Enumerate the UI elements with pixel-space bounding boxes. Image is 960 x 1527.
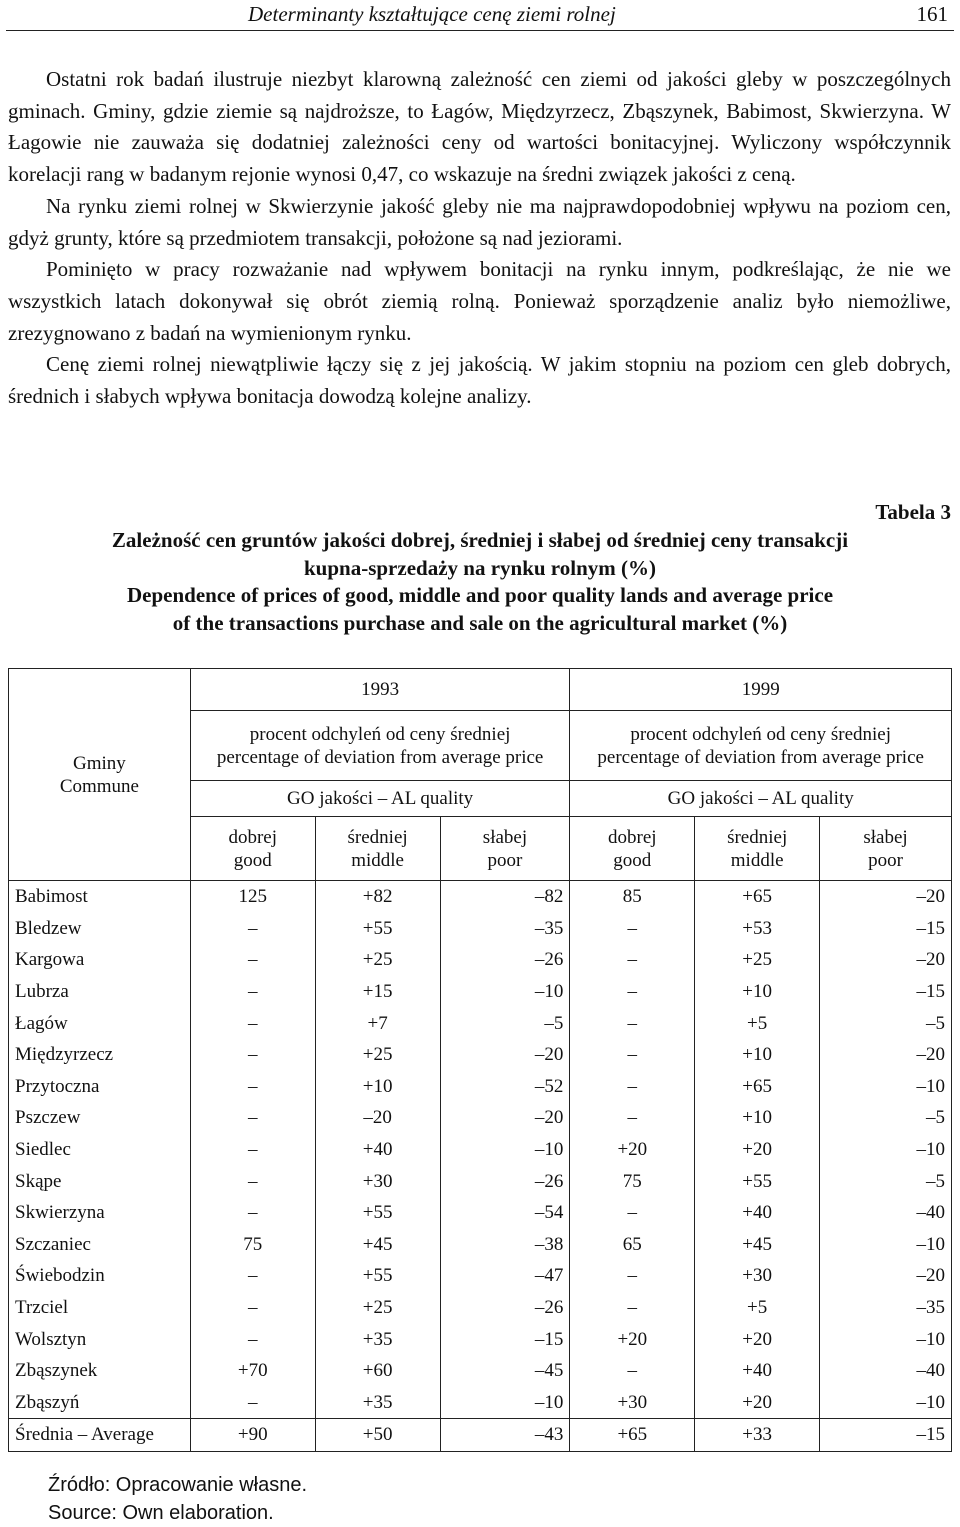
value-cell: +30 <box>315 1165 440 1197</box>
source-line-pl: Źródło: Opracowanie własne. <box>48 1474 308 1496</box>
value-cell: – <box>570 976 695 1008</box>
value-cell: +25 <box>695 944 820 976</box>
quality-header-1993: GO jakości – AL quality <box>190 781 570 817</box>
value-cell: +45 <box>695 1229 820 1261</box>
value-cell: 65 <box>570 1229 695 1261</box>
value-cell: –5 <box>820 1102 952 1134</box>
value-cell: – <box>570 1102 695 1134</box>
commune-cell: Kargowa <box>9 944 191 976</box>
source-line-en: Source: Own elaboration. <box>48 1502 274 1524</box>
value-cell: –47 <box>440 1260 570 1292</box>
value-cell: –35 <box>820 1292 952 1324</box>
caption-line: of the transactions purchase and sale on the agricultural market (%) <box>172 610 788 635</box>
value-cell: –10 <box>820 1229 952 1261</box>
value-cell: – <box>570 944 695 976</box>
paragraph: Cenę ziemi rolnej niewątpliwie łączy się z jej jakością. W jakim stopniu na poziom cen gleb dobrych, średnich i słabych wpływa bonitacja dowodzą kolejne analizy. <box>8 352 951 409</box>
commune-cell: Szczaniec <box>9 1229 191 1261</box>
source-note <box>48 1471 307 1527</box>
value-cell: +82 <box>315 881 440 913</box>
value-cell: +70 <box>190 1355 315 1387</box>
value-cell: +33 <box>695 1419 820 1452</box>
commune-header: Gminy Commune <box>9 669 191 881</box>
value-cell: +30 <box>695 1260 820 1292</box>
paragraph: Na rynku ziemi rolnej w Skwierzynie jakość gleby nie ma najprawdopodobniej wpływu na poziom cen, gdyż grunty, które są przedmiotem transakcji, położone są nad jeziorami. <box>8 193 951 250</box>
value-cell: +10 <box>695 1102 820 1134</box>
commune-cell: Zbąszyń <box>9 1387 191 1419</box>
value-cell: – <box>190 1134 315 1166</box>
value-cell: – <box>190 1007 315 1039</box>
table-label: Tabela 3 <box>875 500 951 524</box>
value-cell: – <box>190 1387 315 1419</box>
value-cell: +10 <box>315 1071 440 1103</box>
value-cell: –35 <box>440 913 570 945</box>
value-cell: –20 <box>820 944 952 976</box>
value-cell: +20 <box>570 1134 695 1166</box>
value-cell: – <box>570 1039 695 1071</box>
table-row <box>9 1165 952 1197</box>
caption-line: kupna-sprzedaży na rynku rolnym (%) <box>304 555 656 580</box>
value-cell: –10 <box>440 1387 570 1419</box>
value-cell: –20 <box>820 1260 952 1292</box>
value-cell: – <box>190 1260 315 1292</box>
value-cell: +30 <box>570 1387 695 1419</box>
value-cell: –40 <box>820 1355 952 1387</box>
value-cell: –38 <box>440 1229 570 1261</box>
value-cell: +65 <box>570 1419 695 1452</box>
value-cell: –20 <box>820 1039 952 1071</box>
value-cell: +25 <box>315 1039 440 1071</box>
col-good-1999: dobrej good <box>570 817 695 881</box>
table-body <box>9 881 952 1452</box>
col-poor-1999: słabej poor <box>820 817 952 881</box>
value-cell: – <box>190 1323 315 1355</box>
value-cell: –26 <box>440 1292 570 1324</box>
value-cell: – <box>570 1007 695 1039</box>
value-cell: +50 <box>315 1419 440 1452</box>
commune-cell: Przytoczna <box>9 1071 191 1103</box>
value-cell: +5 <box>695 1292 820 1324</box>
table-row <box>9 1102 952 1134</box>
value-cell: +15 <box>315 976 440 1008</box>
paragraph: Ostatni rok badań ilustruje niezbyt klarowną zależność cen ziemi od jakości gleby w poszczególnych gminach. Gminy, gdzie ziemie są najdroższe, to Łagów, Międzyrzecz, Zbąszynek, Babimost, Skwierzyna. W Łagowie nie zauważa się dodatniej zależności ceny od wartości bonitacyjnej. Wyliczony współczynnik korelacji rang w badanym rejonie wynosi 0,47, co wskazuje na średni związek jakości z ceną. <box>8 67 951 187</box>
running-title: Determinanty kształtujące cenę ziemi rolnej <box>248 2 616 26</box>
value-cell: +5 <box>695 1007 820 1039</box>
value-cell: +7 <box>315 1007 440 1039</box>
col-good-1993: dobrej good <box>190 817 315 881</box>
commune-cell: Lubrza <box>9 976 191 1008</box>
commune-cell: Skąpe <box>9 1165 191 1197</box>
value-cell: – <box>190 944 315 976</box>
commune-cell: Międzyrzecz <box>9 1039 191 1071</box>
value-cell: –40 <box>820 1197 952 1229</box>
value-cell: –10 <box>820 1134 952 1166</box>
value-cell: +40 <box>695 1197 820 1229</box>
body-text <box>8 64 951 413</box>
value-cell: –15 <box>440 1323 570 1355</box>
value-cell: +55 <box>315 1260 440 1292</box>
table-row <box>9 976 952 1008</box>
caption-line: Zależność cen gruntów jakości dobrej, średniej i słabej od średniej ceny transakcji <box>111 528 849 552</box>
value-cell: +20 <box>695 1323 820 1355</box>
value-cell: –43 <box>440 1419 570 1452</box>
value-cell: – <box>570 1071 695 1103</box>
data-table <box>8 668 952 1452</box>
commune-cell: Trzciel <box>9 1292 191 1324</box>
value-cell: –5 <box>440 1007 570 1039</box>
value-cell: – <box>570 1355 695 1387</box>
value-cell: +55 <box>695 1165 820 1197</box>
year-1993-header: 1993 <box>190 669 570 711</box>
table-row <box>9 1229 952 1261</box>
value-cell: +65 <box>695 881 820 913</box>
value-cell: – <box>190 1039 315 1071</box>
deviation-header-1999: procent odchyleń od ceny średniej percentage of deviation from average price <box>570 711 952 781</box>
value-cell: –20 <box>820 881 952 913</box>
value-cell: –15 <box>820 913 952 945</box>
col-middle-1993: średniej middle <box>315 817 440 881</box>
commune-cell: Średnia – Average <box>9 1419 191 1452</box>
value-cell: +40 <box>695 1355 820 1387</box>
caption-line: Dependence of prices of good, middle and poor quality lands and average price <box>126 583 834 607</box>
value-cell: –10 <box>440 1134 570 1166</box>
value-cell: – <box>570 1197 695 1229</box>
average-row <box>9 1419 952 1452</box>
value-cell: –54 <box>440 1197 570 1229</box>
table-row <box>9 1007 952 1039</box>
table-row <box>9 1039 952 1071</box>
value-cell: 75 <box>570 1165 695 1197</box>
table-row <box>9 913 952 945</box>
value-cell: –15 <box>820 1419 952 1452</box>
value-cell: –10 <box>440 976 570 1008</box>
value-cell: –20 <box>315 1102 440 1134</box>
value-cell: – <box>190 1071 315 1103</box>
value-cell: +20 <box>695 1387 820 1419</box>
value-cell: +90 <box>190 1419 315 1452</box>
value-cell: –26 <box>440 944 570 976</box>
value-cell: +55 <box>315 913 440 945</box>
deviation-header-1993: procent odchyleń od ceny średniej percentage of deviation from average price <box>190 711 570 781</box>
value-cell: – <box>190 1102 315 1134</box>
commune-cell: Babimost <box>9 881 191 913</box>
page-number: 161 <box>916 2 948 26</box>
value-cell: +35 <box>315 1387 440 1419</box>
table-row <box>9 1323 952 1355</box>
value-cell: – <box>190 1197 315 1229</box>
value-cell: –20 <box>440 1039 570 1071</box>
value-cell: +65 <box>695 1071 820 1103</box>
value-cell: 85 <box>570 881 695 913</box>
value-cell: –45 <box>440 1355 570 1387</box>
commune-cell: Pszczew <box>9 1102 191 1134</box>
value-cell: –10 <box>820 1071 952 1103</box>
value-cell: – <box>190 1292 315 1324</box>
page-header <box>6 0 954 31</box>
paragraph: Pominięto w pracy rozważanie nad wpływem bonitacji na rynku innym, podkreślając, że nie we wszystkich latach dokonywał się obrót ziemią rolną. Ponieważ sporządzenie analiz było niemożliwe, zrezygnowano z badań na wymienionym rynku. <box>8 257 951 345</box>
table-row <box>9 1387 952 1419</box>
value-cell: +20 <box>695 1134 820 1166</box>
commune-cell: Skwierzyna <box>9 1197 191 1229</box>
value-cell: +35 <box>315 1323 440 1355</box>
value-cell: +10 <box>695 1039 820 1071</box>
commune-cell: Wolsztyn <box>9 1323 191 1355</box>
value-cell: –52 <box>440 1071 570 1103</box>
value-cell: –15 <box>820 976 952 1008</box>
value-cell: +55 <box>315 1197 440 1229</box>
year-1999-header: 1999 <box>570 669 952 711</box>
table-row <box>9 1134 952 1166</box>
value-cell: – <box>570 1292 695 1324</box>
commune-cell: Bledzew <box>9 913 191 945</box>
value-cell: –10 <box>820 1387 952 1419</box>
value-cell: – <box>570 913 695 945</box>
value-cell: –26 <box>440 1165 570 1197</box>
value-cell: +53 <box>695 913 820 945</box>
value-cell: – <box>570 1260 695 1292</box>
quality-header-1999: GO jakości – AL quality <box>570 781 952 817</box>
col-poor-1993: słabej poor <box>440 817 570 881</box>
value-cell: +40 <box>315 1134 440 1166</box>
commune-cell: Siedlec <box>9 1134 191 1166</box>
table-row <box>9 1071 952 1103</box>
table-caption <box>0 527 960 637</box>
col-middle-1999: średniej middle <box>695 817 820 881</box>
value-cell: +10 <box>695 976 820 1008</box>
value-cell: +25 <box>315 1292 440 1324</box>
value-cell: –5 <box>820 1007 952 1039</box>
value-cell: +60 <box>315 1355 440 1387</box>
value-cell: – <box>190 913 315 945</box>
value-cell: – <box>190 976 315 1008</box>
value-cell: – <box>190 1165 315 1197</box>
value-cell: 125 <box>190 881 315 913</box>
value-cell: –20 <box>440 1102 570 1134</box>
value-cell: –10 <box>820 1323 952 1355</box>
table-row <box>9 1197 952 1229</box>
table-row <box>9 1355 952 1387</box>
value-cell: +25 <box>315 944 440 976</box>
value-cell: +45 <box>315 1229 440 1261</box>
commune-cell: Zbąszynek <box>9 1355 191 1387</box>
value-cell: 75 <box>190 1229 315 1261</box>
value-cell: –82 <box>440 881 570 913</box>
value-cell: –5 <box>820 1165 952 1197</box>
commune-cell: Łagów <box>9 1007 191 1039</box>
table-row <box>9 881 952 913</box>
value-cell: +20 <box>570 1323 695 1355</box>
table-row <box>9 1260 952 1292</box>
table-row <box>9 1292 952 1324</box>
commune-cell: Świebodzin <box>9 1260 191 1292</box>
table-row <box>9 944 952 976</box>
